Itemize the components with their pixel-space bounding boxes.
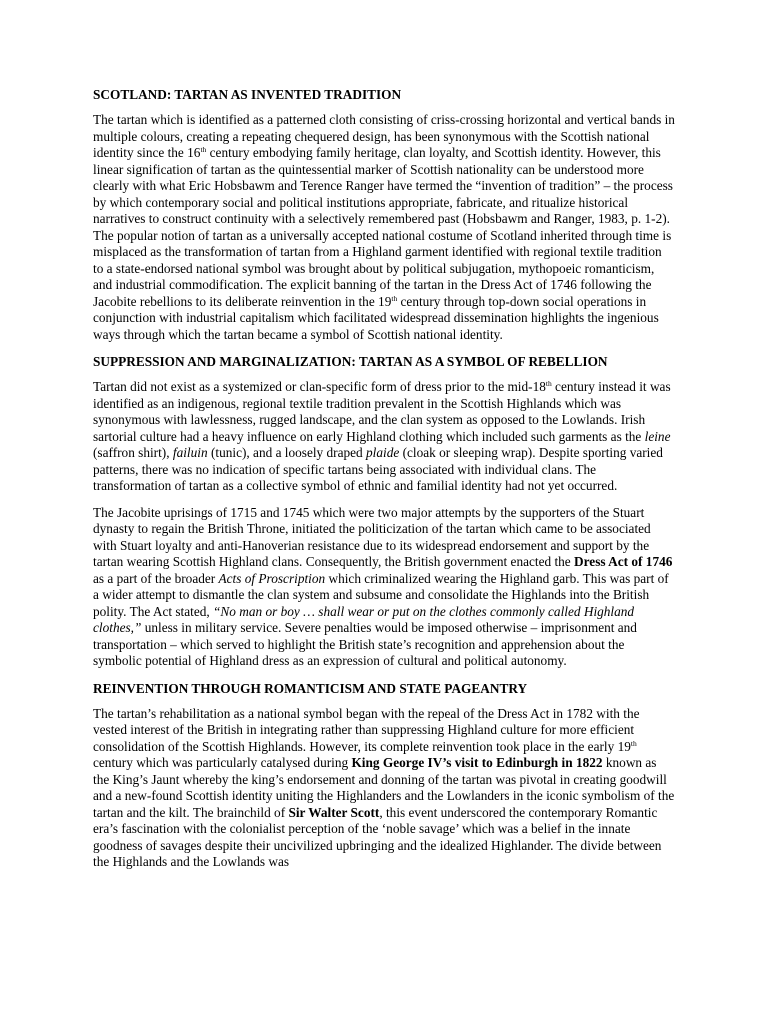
superscript: th xyxy=(391,293,398,303)
italic-term-acts-of-proscription: Acts of Proscription xyxy=(218,570,326,586)
text-run: known as the King’s Jaunt whereby the king’s endorsement and donning of the tartan was pivotal in creating goodwill and a new-found Scottish identity uniting the Highlanders and the Lowlanders in the iconic symbolism of the tartan and the kilt. The brainchild of xyxy=(93,755,675,820)
bold-term-king-george-visit: King George IV’s visit to Edinburgh in 1822 xyxy=(351,755,603,770)
text-run: which criminalized wearing the Highland garb. This was part of a wider attempt to dismantle the clan system and subsume and consolidate the Highlands into the British polity. The Act stated, xyxy=(93,570,669,619)
text-run: (cloak or sleeping wrap). Despite sporting varied patterns, there was no indication of specific tartans being associated with individual clans. The transformation of tartan as a collective symbol of ethnic and familial identity had not yet occurred. xyxy=(93,445,663,493)
text-run: The tartan’s rehabilitation as a national symbol began with the repeal of the Dress Act in 1782 with the vested interest of the British in integrating rather than suppressing Highland culture for more efficient consolidation of the Scottish Highlands. However, its complete reinvention took place in the early 19 xyxy=(93,705,640,754)
text-run: Tartan did not exist as a systemized or clan-specific form of dress prior to the mid-18 xyxy=(93,379,546,394)
paragraph-pre-jacobite-dress xyxy=(93,379,675,495)
superscript: th xyxy=(545,379,552,388)
text-run: century through top-down social operations in conjunction with industrial capitalism which facilitated widespread dissemination highlights the ingenious ways through which the tartan became a symbol of Scottish national identity. xyxy=(93,293,659,342)
italic-term-leine: leine xyxy=(644,428,671,444)
text-run: century which was particularly catalysed during xyxy=(93,755,352,770)
text-run: The Jacobite uprisings of 1715 and 1745 which were two major attempts by the supporters of the Stuart dynasty to regain the British Throne, initiated the politicization of the tartan which came to be associated with Stuart loyalty and anti-Hanoverian resistance due to its widespread endorsement and support by the tartan wearing Scottish Highland clans. Consequently, the British government enacted the xyxy=(93,504,651,569)
paragraph-jacobite-uprisings xyxy=(93,505,675,670)
text-run: (tunic), and a loosely draped xyxy=(207,445,367,460)
text-run: , this event underscored the contemporary Romantic era’s fascination with the colonialist perception of the ‘noble savage’ which was a belief in the innate goodness of savages despite their uncivilized upbringing and the idealized Highlander. The divide between the Highlands and the Lowlands was xyxy=(93,804,662,869)
italic-term-failuin: failuin xyxy=(172,445,208,460)
text-run: unless in military service. Severe penalties would be imposed otherwise – imprisonment and transportation – which served to highlight the British state’s recognition and apprehension about the symbolic potential of Highland dress as an expression of cultural and political autonomy. xyxy=(93,620,637,668)
paragraph-reinvention xyxy=(93,706,675,871)
document-body xyxy=(93,86,675,881)
section-heading-invented-tradition: SCOTLAND: TARTAN AS INVENTED TRADITION xyxy=(93,87,402,102)
text-run: The tartan which is identified as a patterned cloth consisting of criss-crossing horizontal and vertical bands in multiple colours, creating a repeating chequered design, has been synonymous with the Scottish national identity since the 16 xyxy=(93,112,675,160)
text-run: as a part of the broader xyxy=(93,570,219,586)
text-run: century embodying family heritage, clan loyalty, and Scottish identity. However, this linear signification of tartan as the quintessential marker of Scottish nationality can be understood more clearly with what Eric Hobsbawm and Terence Ranger have termed the “invention of tradition” – the process by which contemporary social and political institutions appropriate, fabricate, and ritualize historical narratives to construct continuity with a selectively remembered past (Hobsbawm and Ranger, 1983, p. 1-2). The popular notion of tartan as a universally accepted national costume of Scotland inherited through time is misplaced as the transformation of tartan from a Highland garment identified with regional textile tradition to a state-endorsed national symbol was brought about by political subjugation, mythopoeic romanticism, and industrial commodification. The explicit banning of the tartan in the Dress Act of 1746 following the Jacobite rebellions to its deliberate reinvention in the 19 xyxy=(93,145,673,309)
paragraph-invented-tradition xyxy=(93,112,675,343)
bold-term-dress-act: Dress Act of 1746 xyxy=(574,554,673,569)
italic-term-plaide: plaide xyxy=(366,445,400,460)
text-run: (saffron shirt), xyxy=(93,445,173,460)
bold-term-walter-scott: Sir Walter Scott xyxy=(288,804,380,820)
section-heading-reinvention: REINVENTION THROUGH ROMANTICISM AND STATE PAGEANTRY xyxy=(93,680,528,696)
section-heading-suppression: SUPPRESSION AND MARGINALIZATION: TARTAN AS A SYMBOL OF REBELLION xyxy=(93,354,608,369)
italic-quote-dress-act: “No man or boy … shall wear or put on the clothes commonly called Highland clothes,” xyxy=(93,603,635,635)
superscript: th xyxy=(630,738,637,748)
text-run: century instead it was identified as an indigenous, regional textile tradition prevalent in the Scottish Highlands which was synonymous with lawlessness, rugged landscape, and the clan system as opposed to the Lowlands. Irish sartorial culture had a heavy influence on early Highland clothing which included such garments as the xyxy=(93,379,671,444)
superscript: th xyxy=(200,145,207,154)
